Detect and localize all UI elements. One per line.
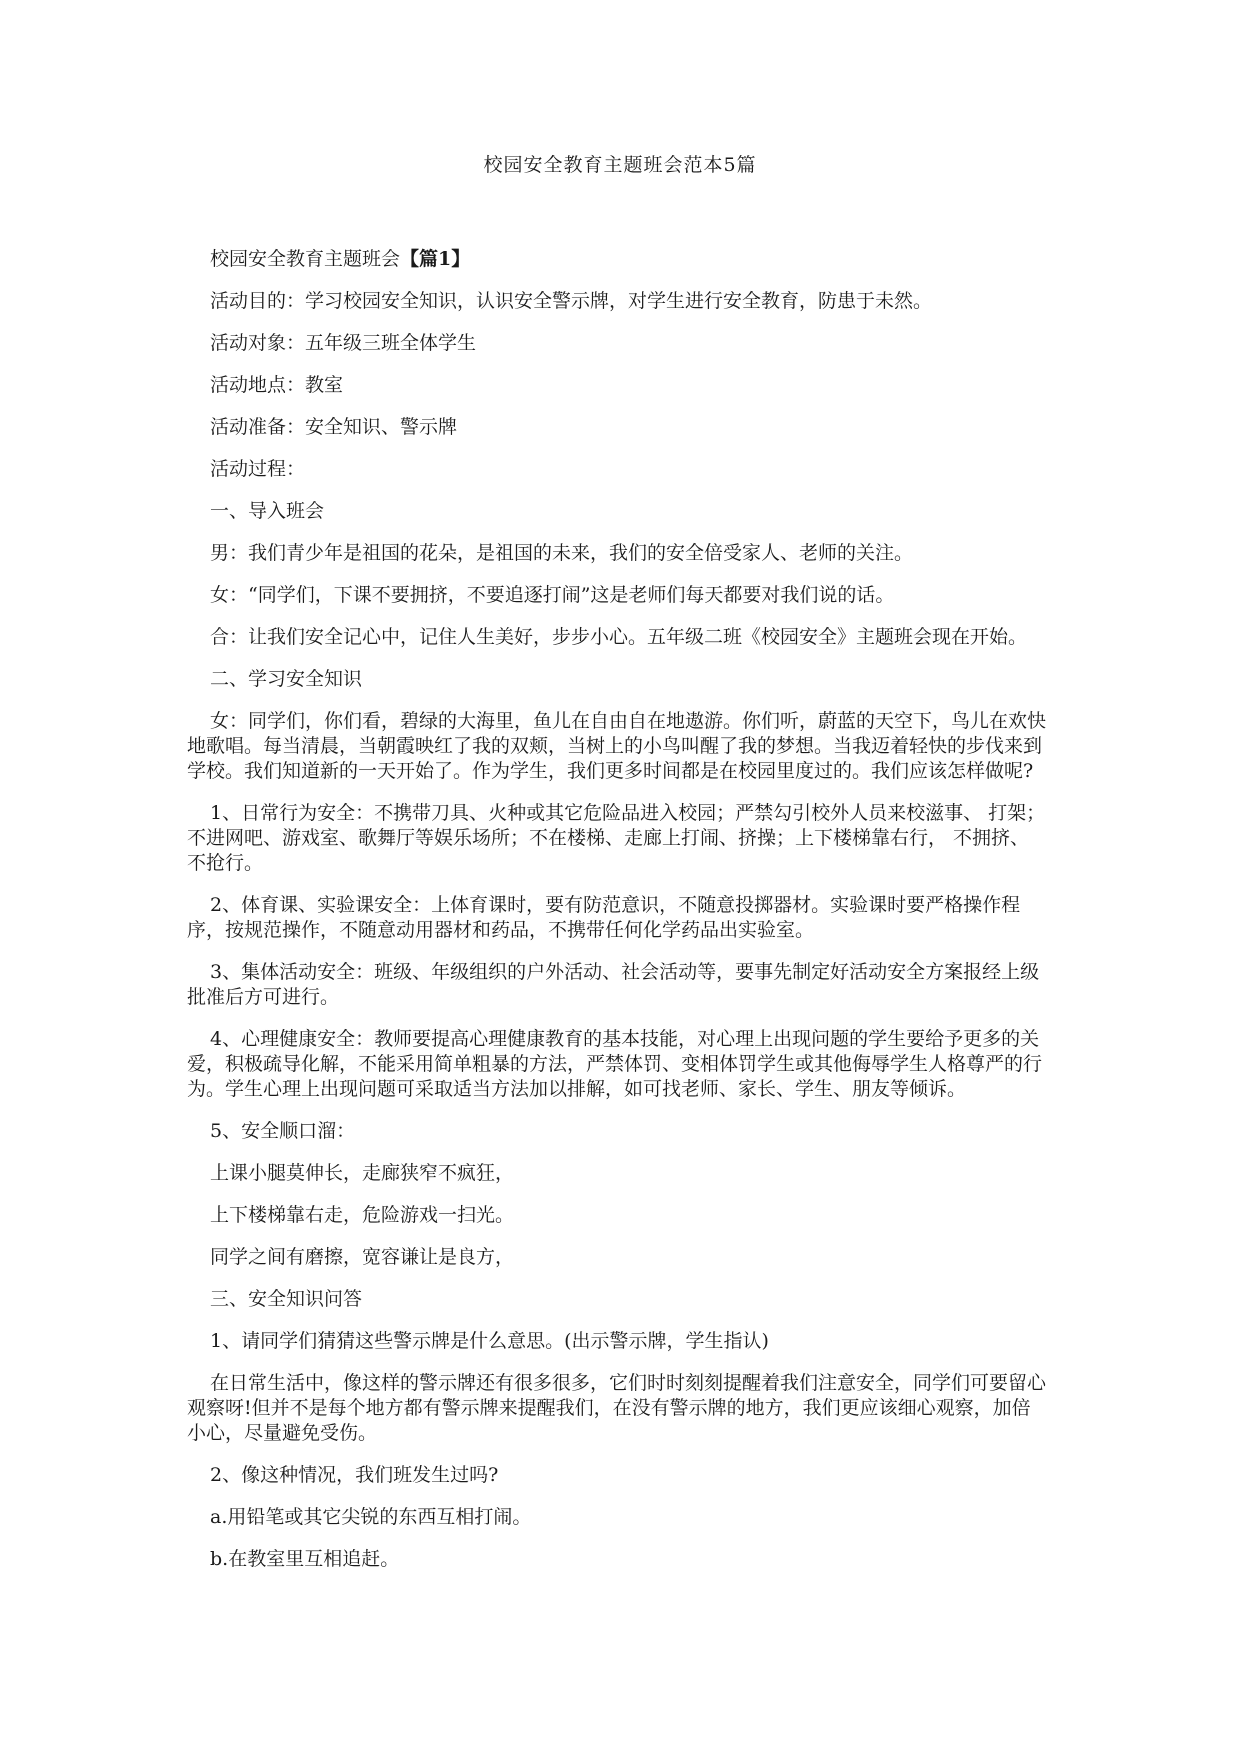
document-body bbox=[187, 247, 1047, 1589]
paragraph: 男：我们青少年是祖国的花朵，是祖国的未来，我们的安全倍受家人、老师的关注。 bbox=[210, 542, 914, 564]
paragraph: 2、体育课、实验课安全：上体育课时，要有防范意识，不随意投掷器材。实验课时要严格操作程序，按规范操作，不随意动用器材和药品，不携带任何化学药品出实验室。 bbox=[187, 894, 1021, 941]
subsection-heading: 三、安全知识问答 bbox=[210, 1288, 363, 1310]
paragraph: 5、安全顺口溜： bbox=[210, 1120, 356, 1142]
paragraph: 3、集体活动安全：班级、年级组织的户外活动、社会活动等，要事先制定好活动安全方案报经上级批准后方可进行。 bbox=[187, 961, 1040, 1008]
paragraph: 1、请同学们猜猜这些警示牌是什么意思。(出示警示牌，学生指认) bbox=[210, 1330, 769, 1352]
paragraph: 活动对象：五年级三班全体学生 bbox=[210, 332, 477, 354]
paragraph: 2、像这种情况，我们班发生过吗? bbox=[210, 1464, 499, 1486]
paragraph: 活动过程： bbox=[210, 458, 306, 480]
list-item: a.用铅笔或其它尖锐的东西互相打闹。 bbox=[210, 1506, 532, 1528]
paragraph: 女：“同学们，下课不要拥挤，不要追逐打闹”这是老师们每天都要对我们说的话。 bbox=[210, 584, 895, 606]
paragraph: 在日常生活中，像这样的警示牌还有很多很多，它们时时刻刻提醒着我们注意安全，同学们可要留心观察呀!但并不是每个地方都有警示牌来提醒我们，在没有警示牌的地方，我们更应该细心观察，加倍小心，尽量避免受伤。 bbox=[187, 1372, 1047, 1444]
paragraph: 活动准备：安全知识、警示牌 bbox=[210, 416, 458, 438]
document-title: 校园安全教育主题班会范本5篇 bbox=[483, 154, 757, 176]
paragraph: 合：让我们安全记心中，记住人生美好，步步小心。五年级二班《校园安全》主题班会现在开始。 bbox=[210, 626, 1028, 648]
rhyme-line: 同学之间有磨擦，宽容谦让是良方， bbox=[210, 1246, 515, 1268]
subsection-heading: 二、学习安全知识 bbox=[210, 668, 363, 690]
paragraph: 活动目的：学习校园安全知识，认识安全警示牌，对学生进行安全教育，防患于未然。 bbox=[210, 290, 933, 312]
subsection-heading: 一、导入班会 bbox=[210, 500, 325, 522]
section-heading-tag: 【篇1】 bbox=[400, 248, 471, 270]
rhyme-line: 上课小腿莫伸长，走廊狭窄不疯狂， bbox=[210, 1162, 515, 1184]
paragraph: 活动地点：教室 bbox=[210, 374, 344, 396]
paragraph: 4、心理健康安全：教师要提高心理健康教育的基本技能，对心理上出现问题的学生要给予更多的关爱，积极疏导化解，不能采用简单粗暴的方法，严禁体罚、变相体罚学生或其他侮辱学生人格尊严的行为。学生心理上出现问题可采取适当方法加以排解，如可找老师、家长、学生、朋友等倾诉。 bbox=[187, 1028, 1043, 1100]
paragraph: 1、日常行为安全：不携带刀具、火种或其它危险品进入校园；严禁勾引校外人员来校滋事、 打架；不进网吧、游戏室、歌舞厅等娱乐场所；不在楼梯、走廊上打闹、挤操；上下楼梯靠右行， 不拥挤、不抢行。 bbox=[187, 802, 1046, 874]
paragraph: 女：同学们，你们看，碧绿的大海里，鱼儿在自由自在地遨游。你们听，蔚蓝的天空下，鸟儿在欢快地歌唱。每当清晨，当朝霞映红了我的双颊，当树上的小鸟叫醒了我的梦想。当我迈着轻快的步伐来到学校。我们知道新的一天开始了。作为学生，我们更多时间都是在校园里度过的。我们应该怎样做呢? bbox=[187, 710, 1047, 782]
section-heading bbox=[187, 247, 1047, 272]
section-heading-prefix: 校园安全教育主题班会 bbox=[210, 248, 401, 270]
rhyme-line: 上下楼梯靠右走，危险游戏一扫光。 bbox=[210, 1204, 515, 1226]
list-item: b.在教室里互相追赶。 bbox=[210, 1548, 400, 1570]
